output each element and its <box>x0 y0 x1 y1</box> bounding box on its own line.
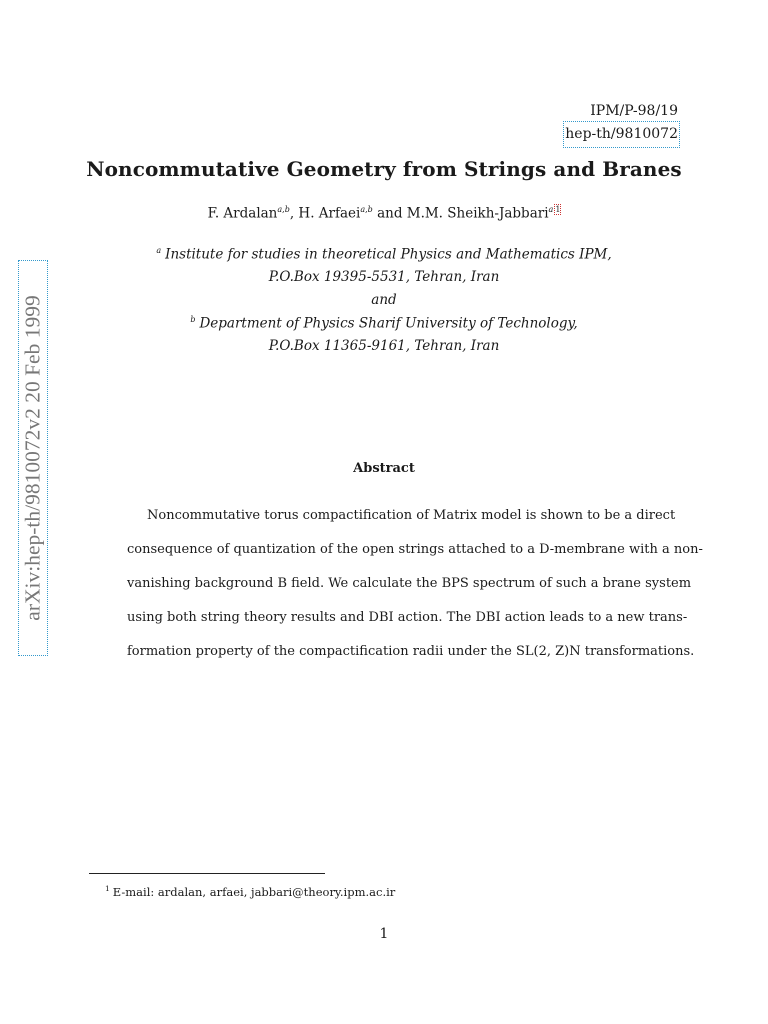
author-separator: and <box>372 205 407 222</box>
paper-title: Noncommutative Geometry from Strings and Branes <box>86 157 682 181</box>
author-name: M.M. Sheikh-Jabbari <box>406 205 549 222</box>
affiliation-b-line1: $^b$ Department of Physics Sharif University of Technology, <box>190 315 578 332</box>
report-number-block <box>565 100 678 146</box>
affiliation-and: and <box>371 292 397 308</box>
author-separator: , <box>289 205 299 222</box>
eprint-link[interactable]: hep-th/9810072 <box>565 123 678 146</box>
author-affiliation-marker: a,b <box>360 205 373 214</box>
abstract-line: using both string theory results and DBI action. The DBI action leads to a new trans- <box>127 610 688 625</box>
affiliation-b-line2: P.O.Box 11365-9161, Tehran, Iran <box>268 338 500 354</box>
author-list <box>0 205 768 222</box>
footnote-text: E-mail: ardalan, arfaei, jabbari@theory.ipm.ac.ir <box>112 884 396 899</box>
affiliation-marker: b <box>190 315 196 324</box>
abstract-line: formation property of the compactification radii under the SL(2, Z)N transformations. <box>127 644 695 659</box>
abstract-heading: Abstract <box>353 461 415 476</box>
page-number: 1 <box>379 926 389 942</box>
author-affiliation-marker: a,b <box>277 205 290 214</box>
author-name: F. Ardalan <box>207 205 278 222</box>
author-name: H. Arfaei <box>298 205 361 222</box>
author-affiliation-marker: a <box>548 205 554 214</box>
footnote-marker: 1 <box>105 884 110 893</box>
footnote <box>105 884 395 899</box>
footnote-link[interactable]: 1 <box>555 205 561 214</box>
arxiv-side-stamp[interactable] <box>20 262 46 654</box>
abstract-line: vanishing background B field. We calculate the BPS spectrum of such a brane system <box>127 576 692 591</box>
affiliation-marker: a <box>156 246 162 255</box>
abstract-line: Noncommutative torus compactification of Matrix model is shown to be a direct <box>147 508 676 523</box>
report-number: IPM/P-98/19 <box>590 103 678 119</box>
abstract-line: consequence of quantization of the open strings attached to a D-membrane with a non- <box>127 542 703 557</box>
affiliation-a-line1: $^a$ Institute for studies in theoretical Physics and Mathematics IPM, <box>156 246 612 263</box>
footnote-rule <box>89 873 325 874</box>
arxiv-stamp-text: arXiv:hep-th/9810072v2 20 Feb 1999 <box>20 295 45 621</box>
abstract-body <box>127 499 703 669</box>
affiliation-a-line2: P.O.Box 19395-5531, Tehran, Iran <box>268 269 500 285</box>
